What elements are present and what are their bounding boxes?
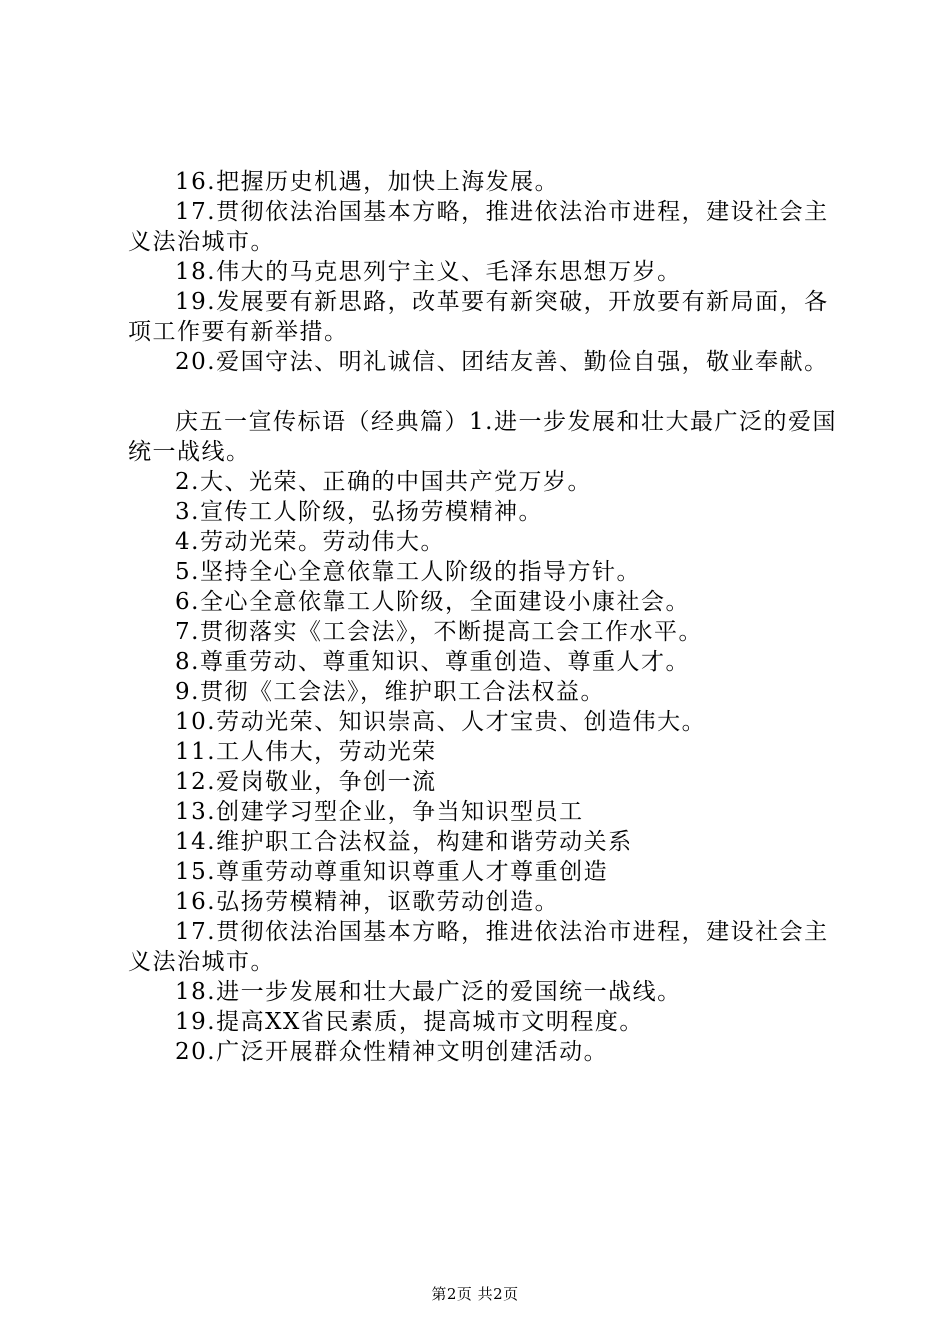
- paragraph: 19.发展要有新思路，改革要有新突破，开放要有新局面，各项工作要有新举措。: [128, 289, 829, 345]
- paragraph: 19.提高XX省民素质，提高城市文明程度。: [175, 1009, 644, 1035]
- paragraph: 15.尊重劳动尊重知识尊重人才尊重创造: [175, 859, 609, 885]
- section-heading-paragraph: 庆五一宣传标语（经典篇）1.进一步发展和壮大最广泛的爱国统一战线。: [128, 409, 837, 465]
- paragraph: 16.把握历史机遇，加快上海发展。: [175, 169, 560, 195]
- paragraph: 5.坚持全心全意依靠工人阶级的指导方针。: [175, 559, 641, 585]
- paragraph: 9.贯彻《工会法》，维护职工合法权益。: [175, 679, 605, 705]
- paragraph: 8.尊重劳动、尊重知识、尊重创造、尊重人才。: [175, 649, 690, 675]
- paragraph: 18.进一步发展和壮大最广泛的爱国统一战线。: [175, 979, 682, 1005]
- section-divider: [128, 377, 838, 407]
- paragraph: 13.创建学习型企业，争当知识型员工: [175, 799, 584, 825]
- paragraph: 6.全心全意依靠工人阶级，全面建设小康社会。: [175, 589, 690, 615]
- paragraph: 17.贯彻依法治国基本方略，推进依法治市进程，建设社会主义法治城市。: [128, 919, 829, 975]
- paragraph: 2.大、光荣、正确的中国共产党万岁。: [175, 469, 592, 495]
- paragraph: 10.劳动光荣、知识崇高、人才宝贵、创造伟大。: [175, 709, 707, 735]
- paragraph: 4.劳动光荣。劳动伟大。: [175, 529, 445, 555]
- paragraph: 3.宣传工人阶级，弘扬劳模精神。: [175, 499, 543, 525]
- document-body: [128, 167, 838, 1067]
- paragraph: 11.工人伟大，劳动光荣: [175, 739, 437, 765]
- paragraph: 16.弘扬劳模精神，讴歌劳动创造。: [175, 889, 560, 915]
- paragraph: 7.贯彻落实《工会法》，不断提高工会工作水平。: [175, 619, 703, 645]
- paragraph: 17.贯彻依法治国基本方略，推进依法治市进程，建设社会主义法治城市。: [128, 199, 829, 255]
- paragraph: 12.爱岗敬业，争创一流: [175, 769, 437, 795]
- paragraph: 20.广泛开展群众性精神文明创建活动。: [175, 1039, 609, 1065]
- paragraph: 18.伟大的马克思列宁主义、毛泽东思想万岁。: [175, 259, 682, 285]
- paragraph: 14.维护职工合法权益，构建和谐劳动关系: [175, 829, 633, 855]
- page-footer: 第2页 共2页: [431, 1285, 519, 1303]
- paragraph: 20.爱国守法、明礼诚信、团结友善、勤俭自强，敬业奉献。: [175, 349, 829, 375]
